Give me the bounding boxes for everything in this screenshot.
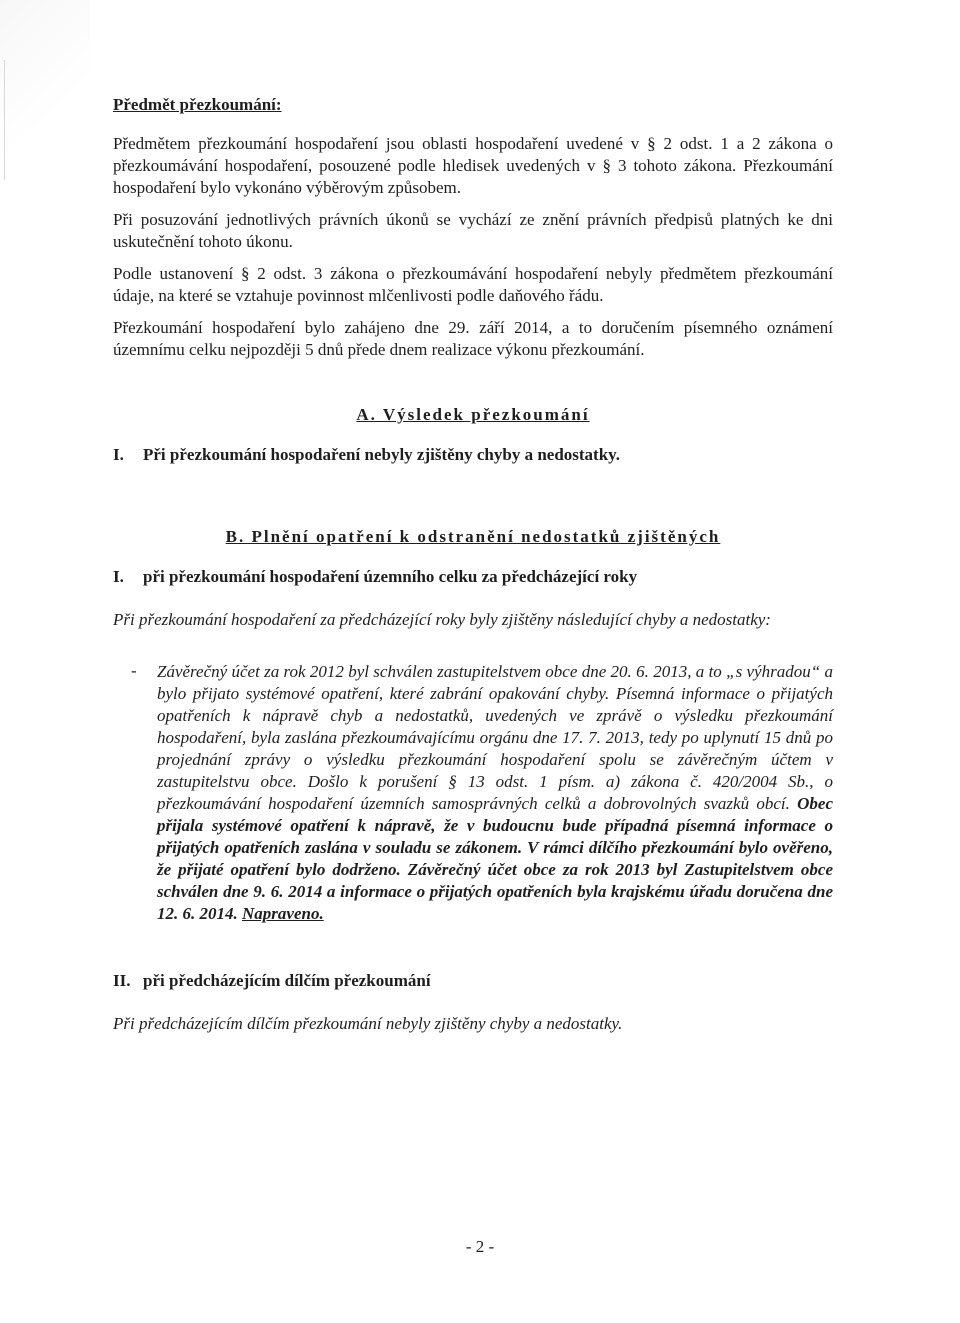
finding-list-item: [113, 661, 833, 925]
section-b-item-2-paragraph: Při předcházejícím dílčím přezkoumání nebyly zjištěny chyby a nedostatky.: [113, 1014, 623, 1033]
section-b-item-1: [113, 567, 833, 587]
document-content: [113, 95, 833, 1035]
list-dash: -: [131, 661, 137, 680]
finding-text-plain: Závěrečný účet za rok 2012 byl schválen zastupitelstvem obce dne 20. 6. 2013, a to „s výhradou“ a bylo přijato systémové opatření, které zabrání opakování chyby. Písemná informace o přijatých opatřeních k nápravě chyb a nedostatků, uvedených ve zprávě o výsledku přezkoumání hospodaření, byla zaslána přezkoumávajícímu orgánu dne 17. 7. 2013, tedy po uplynutí 15 dnů po projednání zprávy o výsledku přezkoumání hospodaření spolu se závěrečným účtem v zastupitelstvu obce. Došlo k porušení § 13 odst. 1 písm. a) zákona č. 420/2004 Sb., o přezkoumávání hospodaření územních samosprávných celků a dobrovolných svazků obcí.: [157, 662, 833, 813]
section-a-item-text: Při přezkoumání hospodaření nebyly zjištěny chyby a nedostatky.: [143, 445, 620, 464]
page-number: - 2 -: [465, 1237, 495, 1256]
subject-heading: Předmět přezkoumání:: [113, 95, 282, 114]
subject-paragraph-3: Podle ustanovení § 2 odst. 3 zákona o přezkoumávání hospodaření nebyly předmětem přezkoumání údaje, na které se vztahuje povinnost mlčenlivosti podle daňového řádu.: [113, 264, 833, 305]
section-b-intro: Při přezkoumání hospodaření za předcházející roky byly zjištěny následující chyby a nedostatky:: [113, 610, 771, 629]
finding-status: Napraveno.: [242, 904, 324, 923]
subject-paragraph-2: Při posuzování jednotlivých právních úkonů se vychází ze znění právních předpisů platných ke dni uskutečnění tohoto úkonu.: [113, 210, 833, 251]
subject-paragraph-1: Předmětem přezkoumání hospodaření jsou oblasti hospodaření uvedené v § 2 odst. 1 a 2 zákona o přezkoumávání hospodaření, posouzené podle hledisek uvedených v § 3 tohoto zákona. Přezkoumání hospodaření bylo vykonáno výběrovým způsobem.: [113, 134, 833, 197]
finding-text-bold: Obec přijala systémové opatření k nápravě, že v budoucnu bude případná písemná informace o přijatých opatřeních zaslána v souladu se zákonem. V rámci dílčího přezkoumání bylo ověřeno, že přijaté opatření bylo dodrženo. Závěrečný účet obce za rok 2013 byl Zastupitelstvem obce schválen dne 9. 6. 2014 a informace o přijatých opatřeních byla krajskému úřadu doručena dne 12. 6. 2014.: [157, 794, 833, 923]
section-b-item-2-text: při předcházejícím dílčím přezkoumání: [143, 971, 431, 990]
section-b-item-1-number: I.: [113, 567, 124, 586]
finding-text: [157, 661, 833, 925]
section-b-title: B. Plnění opatření k odstranění nedostatků zjištěných: [225, 527, 721, 546]
scan-edge-line: [4, 60, 5, 180]
section-a-title: A. Výsledek přezkoumání: [356, 405, 590, 424]
section-b-item-1-text: při přezkoumání hospodaření územního celku za předcházející roky: [143, 567, 638, 586]
section-a-item: [113, 445, 833, 465]
subject-paragraph-4: Přezkoumání hospodaření bylo zahájeno dne 29. září 2014, a to doručením písemného oznámení územnímu celku nejpozději 5 dnů přede dnem realizace výkonu přezkoumání.: [113, 318, 833, 359]
section-b-item-2: [113, 971, 833, 991]
section-b-item-2-number: II.: [113, 971, 131, 990]
section-a-item-number: I.: [113, 445, 124, 464]
scan-shadow: [0, 0, 90, 190]
